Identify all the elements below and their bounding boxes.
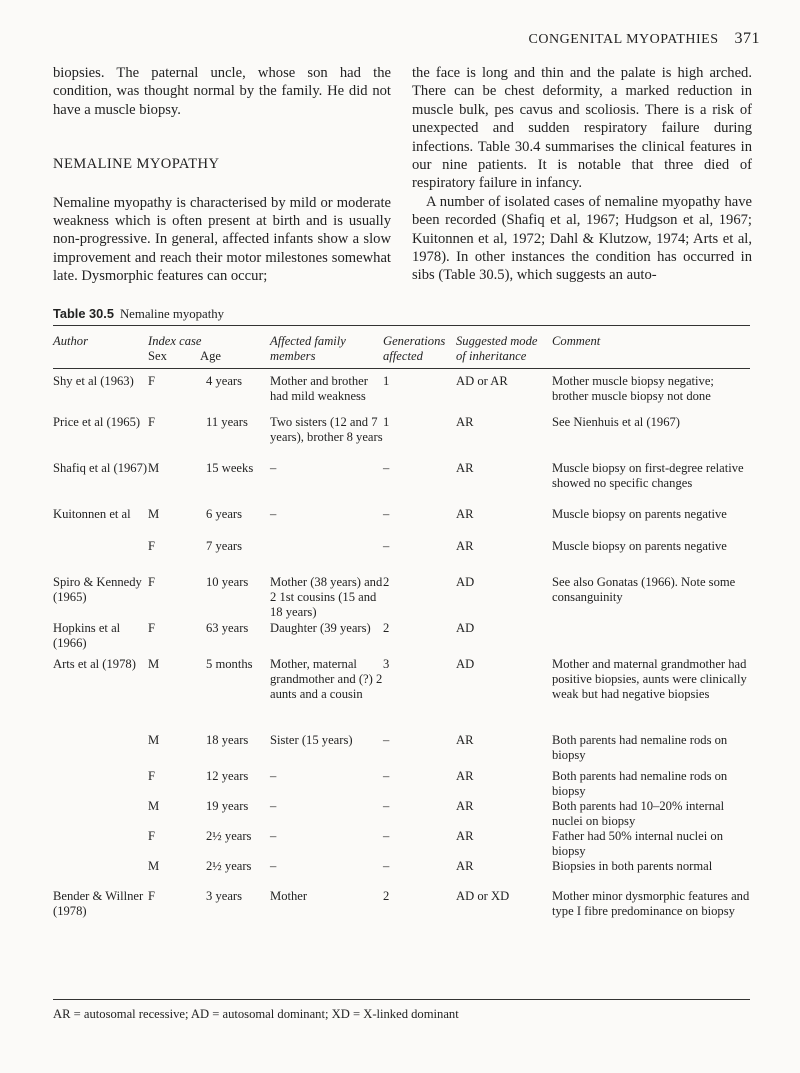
cell-author: Arts et al (1978) [53, 657, 136, 671]
cell-mode: AR [456, 799, 474, 813]
table-footnote: AR = autosomal recessive; AD = autosomal dominant; XD = X-linked dominant [53, 1007, 459, 1021]
cell-age: 7 years [206, 539, 243, 553]
cell-gen: – [383, 539, 390, 553]
cell-comment: Mother minor dysmorphic features and type I fibre predominance on biopsy [552, 889, 750, 918]
right-paragraph-1: the face is long and thin and the palate is high arched. There can be chest deformity, a marked reduction in muscle bulk, pes cavus and scoliosis. There is a risk of unexpected and sudden respiratory failure during infections. Table 30.4 summarises the clinical features in our nine patients. It is notable that three died of respiratory failure in infancy. [412, 65, 752, 192]
cell-sex: F [148, 539, 156, 553]
cell-family: – [270, 769, 277, 783]
cell-comment: Biopsies in both parents normal [552, 859, 713, 873]
cell-gen: – [383, 769, 390, 783]
cell-age: 6 years [206, 507, 243, 521]
header-age: Age [200, 349, 221, 363]
cell-family: – [270, 461, 277, 475]
table-row [53, 575, 750, 621]
cell-author: Price et al (1965) [53, 415, 141, 429]
table-row [53, 539, 750, 575]
cell-mode: AR [456, 507, 474, 521]
cell-sex: M [148, 461, 160, 475]
cell-family: Mother (38 years) and 2 1st cousins (15 and 18 years) [270, 575, 383, 619]
cell-age: 10 years [206, 575, 249, 589]
cell-sex: M [148, 733, 160, 747]
cell-author [53, 539, 148, 575]
cell-gen: – [383, 507, 390, 521]
cell-family: – [270, 799, 277, 813]
cell-mode: AR [456, 733, 474, 747]
header-affected-family: Affected family [270, 334, 346, 348]
cell-gen: – [383, 461, 390, 475]
header-mode-2: of inheritance [456, 349, 527, 363]
cell-age: 11 years [206, 415, 248, 429]
cell-family: Daughter (39 years) [270, 621, 371, 635]
cell-gen: 1 [383, 374, 390, 388]
cell-comment: Muscle biopsy on parents negative [552, 539, 727, 553]
cell-mode: AR [456, 769, 474, 783]
cell-author: Hopkins et al (1966) [53, 621, 121, 650]
page-number: 371 [734, 30, 760, 47]
cell-mode: AD or XD [456, 889, 510, 903]
cell-comment: Father had 50% internal nuclei on biopsy [552, 829, 724, 858]
running-title: CONGENITAL MYOPATHIES [528, 32, 719, 47]
cell-age: 18 years [206, 733, 249, 747]
right-paragraph-2: A number of isolated cases of nemaline myopathy have been recorded (Shafiq et al, 1967; Hudgson et al, 1967; Kuitonnen et al, 1972; Dahl & Klutzow, 1974; Arts et al, 1978). In other instances the condition has occurred in sibs (Table 30.5), which suggests an auto- [412, 193, 752, 284]
header-generations: Generations [383, 334, 446, 348]
cell-family: Two sisters (12 and 7 years), brother 8 years [270, 415, 383, 444]
table-row [53, 415, 750, 461]
cell-family: Sister (15 years) [270, 733, 353, 747]
table-label: Table 30.5 [53, 306, 114, 321]
cell-family: – [270, 859, 277, 873]
cell-comment: Muscle biopsy on first-degree relative showed no specific changes [552, 461, 744, 490]
cell-comment: Both parents had 10–20% internal nuclei on biopsy [552, 799, 725, 828]
cell-family: Mother, maternal grandmother and (?) 2 aunts and a cousin [270, 657, 383, 701]
cell-age: 2½ years [206, 829, 252, 843]
table-caption [53, 306, 224, 322]
cell-author: Bender & Willner (1978) [53, 889, 144, 918]
cell-age: 12 years [206, 769, 249, 783]
cell-age: 3 years [206, 889, 243, 903]
table-header-rule [53, 368, 750, 369]
header-mode: Suggested mode [456, 334, 538, 348]
cell-sex: F [148, 621, 156, 635]
cell-comment: Both parents had nemaline rods on biopsy [552, 769, 728, 798]
cell-gen: – [383, 733, 390, 747]
cell-family [270, 539, 383, 575]
cell-age: 5 months [206, 657, 253, 671]
table-body [53, 374, 750, 934]
cell-gen: 2 [383, 575, 390, 589]
table-row [53, 733, 750, 769]
cell-author: Shy et al (1963) [53, 374, 134, 388]
table-row [53, 621, 750, 657]
cell-gen: 2 [383, 889, 390, 903]
cell-family: – [270, 507, 277, 521]
header-generations-2: affected [383, 349, 423, 363]
cell-sex: F [148, 374, 156, 388]
cell-author: Shafiq et al (1967) [53, 461, 148, 475]
table-row [53, 889, 750, 934]
table-row [53, 507, 750, 539]
cell-sex: F [148, 769, 156, 783]
cell-mode: AR [456, 461, 474, 475]
running-header [529, 30, 760, 48]
cell-family: Mother and brother had mild weakness [270, 374, 368, 403]
cell-gen: – [383, 799, 390, 813]
cell-gen: – [383, 829, 390, 843]
cell-gen: – [383, 859, 390, 873]
cell-age: 4 years [206, 374, 243, 388]
section-heading: NEMALINE MYOPATHY [53, 156, 220, 173]
cell-author: Kuitonnen et al [53, 507, 131, 521]
cell-family: Mother [270, 889, 308, 903]
cell-gen: 1 [383, 415, 390, 429]
cell-sex: M [148, 799, 160, 813]
cell-gen: 2 [383, 621, 390, 635]
cell-comment: Mother muscle biopsy negative; brother muscle biopsy not done [552, 374, 714, 403]
cell-mode: AR [456, 415, 474, 429]
left-intro-paragraph: biopsies. The paternal uncle, whose son had the condition, was thought normal by the family. He did not have a muscle biopsy. [53, 65, 391, 118]
cell-age: 63 years [206, 621, 249, 635]
cell-comment: See Nienhuis et al (1967) [552, 415, 681, 429]
cell-age: 19 years [206, 799, 249, 813]
header-comment: Comment [552, 334, 601, 348]
table-row [53, 769, 750, 799]
nemaline-table [53, 374, 750, 934]
table-bottom-rule [53, 999, 750, 1000]
left-nemaline-paragraph: Nemaline myopathy is characterised by mild or moderate weakness which is often present at birth and is usually non-progressive. In general, affected infants show a slow improvement and reach their motor milestones somewhat late. Dysmorphic features can occur; [53, 194, 391, 285]
cell-sex: M [148, 859, 160, 873]
cell-author [53, 733, 148, 769]
right-column [412, 64, 752, 285]
cell-comment: Both parents had nemaline rods on biopsy [552, 733, 728, 762]
cell-sex: M [148, 507, 160, 521]
cell-author [53, 859, 148, 889]
table-row [53, 461, 750, 507]
cell-family: – [270, 829, 277, 843]
cell-author [53, 799, 148, 829]
cell-comment [552, 621, 750, 657]
cell-mode: AD [456, 621, 475, 635]
cell-age: 2½ years [206, 859, 252, 873]
cell-author [53, 829, 148, 859]
header-sex: Sex [148, 349, 167, 363]
cell-sex: F [148, 415, 156, 429]
cell-mode: AD or AR [456, 374, 508, 388]
cell-mode: AR [456, 829, 474, 843]
cell-author [53, 769, 148, 799]
header-author: Author [53, 334, 88, 348]
cell-sex: F [148, 889, 156, 903]
cell-age: 15 weeks [206, 461, 254, 475]
table-row [53, 799, 750, 829]
table-row [53, 374, 750, 415]
table-title: Nemaline myopathy [119, 307, 225, 321]
cell-gen: 3 [383, 657, 390, 671]
cell-comment: Mother and maternal grandmother had positive biopsies, aunts were clinically weak but had negative biopsies [552, 657, 747, 701]
table-top-rule [53, 325, 750, 326]
cell-mode: AD [456, 575, 475, 589]
cell-mode: AD [456, 657, 475, 671]
cell-sex: F [148, 829, 156, 843]
header-index-case: Index case [148, 334, 202, 348]
cell-author: Spiro & Kennedy (1965) [53, 575, 142, 604]
table-row [53, 859, 750, 889]
left-column [53, 64, 391, 286]
cell-comment: See also Gonatas (1966). Note some consanguinity [552, 575, 736, 604]
cell-comment: Muscle biopsy on parents negative [552, 507, 727, 521]
table-row [53, 829, 750, 859]
cell-mode: AR [456, 859, 474, 873]
table-row [53, 657, 750, 733]
header-affected-family-2: members [270, 349, 316, 363]
cell-mode: AR [456, 539, 474, 553]
cell-sex: M [148, 657, 160, 671]
cell-sex: F [148, 575, 156, 589]
